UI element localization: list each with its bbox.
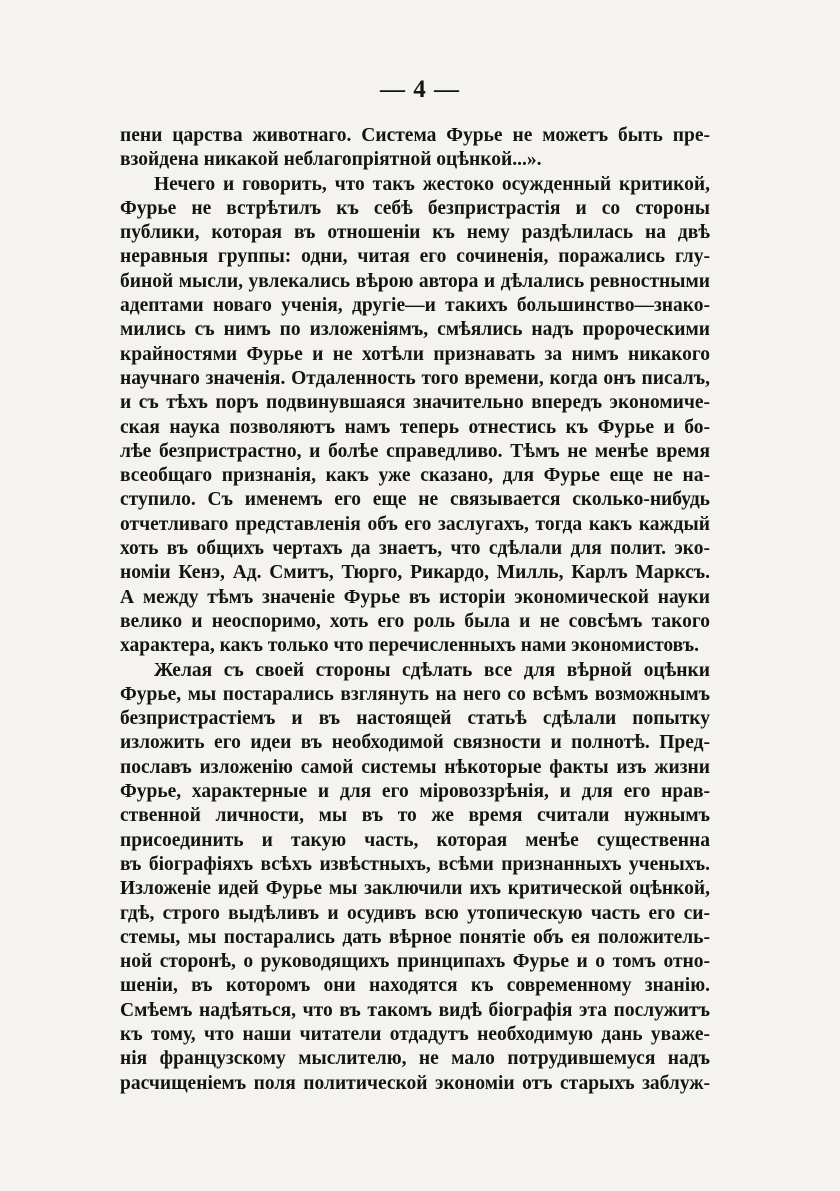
text-line: отчетливаго представленія объ его заслугахъ, тогда какъ каждый	[120, 513, 710, 535]
text-line: пени царства животнаго. Система Фурье не можетъ быть пре-	[120, 125, 710, 146]
text-line: нія французскому мыслителю, не мало потрудившемуся надъ	[120, 1048, 710, 1070]
text-line: мились съ нимъ по изложеніямъ, смѣялись надъ пророческими	[120, 319, 710, 341]
text-line: расчищеніемъ поля политической экономіи отъ старыхъ заблуж-	[120, 1072, 710, 1094]
text-line: Фурье, мы постарались взглянуть на него со всѣмъ возможнымъ	[120, 683, 710, 705]
text-line: стемы, мы постарались дать вѣрное понятіе объ ея положитель-	[120, 926, 710, 948]
text-line: Нечего и говорить, что такъ жестоко осужденный критикой,	[154, 173, 710, 195]
text-line: хоть въ общихъ чертахъ да знаетъ, что сдѣлали для полит. эко-	[120, 538, 710, 560]
text-line: и съ тѣхъ поръ подвинувшаяся значительно впередъ экономиче-	[120, 392, 710, 414]
text-line: присоединить и такую часть, которая менѣе существенна	[120, 829, 710, 851]
text-line: лѣе безпристрастно, и болѣе справедливо. Тѣмъ не менѣе время	[120, 440, 710, 462]
text-line: биной мысли, увлекались вѣрою автора и дѣлались ревностными	[120, 270, 710, 292]
text-line: неравныя группы: одни, читая его сочиненія, поражались глу-	[120, 246, 710, 268]
text-line: адептами новаго ученія, другіе—и такихъ большинство—знако-	[120, 295, 710, 317]
text-line: ной сторонѣ, о руководящихъ принципахъ Фурье и о томъ отно-	[120, 951, 710, 973]
text-line: Фурье не встрѣтилъ къ себѣ безпристрастія и со стороны	[120, 197, 710, 219]
text-line: номіи Кенэ, Ад. Смитъ, Тюрго, Рикардо, Милль, Карлъ Марксъ.	[120, 562, 710, 584]
text-line: Изложеніе идей Фурье мы заключили ихъ критической оцѣнкой,	[120, 878, 710, 900]
text-line: всеобщаго признанія, какъ уже сказано, для Фурье еще не на-	[120, 465, 710, 487]
text-line: изложить его идеи въ необходимой связности и полнотѣ. Пред-	[120, 732, 710, 754]
text-line: безпристрастіемъ и въ настоящей статьѣ сдѣлали попытку	[120, 708, 710, 730]
text-line: ступило. Съ именемъ его еще не связывается сколько-нибудь	[120, 489, 710, 511]
text-line: ская наука позволяютъ намъ теперь отнестись къ Фурье и бо-	[120, 416, 710, 438]
text-line: къ тому, что наши читатели отдадутъ необходимую дань уваже-	[120, 1023, 710, 1045]
text-line: Желая съ своей стороны сдѣлать все для вѣрной оцѣнки	[154, 659, 710, 681]
text-line: гдѣ, строго выдѣливъ и осудивъ всю утопическую часть его си-	[120, 902, 710, 924]
text-line: шеніи, въ которомъ они находятся къ современному знанію.	[120, 975, 710, 997]
body-text	[120, 124, 710, 1096]
text-line: научнаго значенія. Отдаленность того времени, когда онъ писалъ,	[120, 367, 710, 389]
text-line: Фурье, характерные и для его міровоззрѣнія, и для его нрав-	[120, 781, 710, 803]
text-line: ственной личности, мы въ то же время считали нужнымъ	[120, 805, 710, 827]
text-line: А между тѣмъ значеніе Фурье въ исторіи экономической науки	[120, 586, 710, 608]
text-line: въ біографіяхъ всѣхъ извѣстныхъ, всѣми признанныхъ ученыхъ.	[120, 853, 710, 875]
text-line: Смѣемъ надѣяться, что въ такомъ видѣ біографія эта послужитъ	[120, 999, 710, 1021]
page-number: — 4 —	[380, 76, 460, 103]
text-line: крайностями Фурье и не хотѣли признавать за нимъ никакого	[120, 343, 710, 365]
text-line: взойдена никакой неблагопріятной оцѣнкой...».	[120, 149, 542, 171]
text-line: характера, какъ только что перечисленныхъ нами экономистовъ.	[120, 635, 699, 657]
text-line: велико и неоспоримо, хоть его роль была и не совсѣмъ такого	[120, 610, 710, 632]
text-line: публики, которая въ отношеніи къ нему раздѣлилась на двѣ	[120, 222, 710, 244]
text-line: пославъ изложенію самой системы нѣкоторые факты изъ жизни	[120, 756, 710, 778]
